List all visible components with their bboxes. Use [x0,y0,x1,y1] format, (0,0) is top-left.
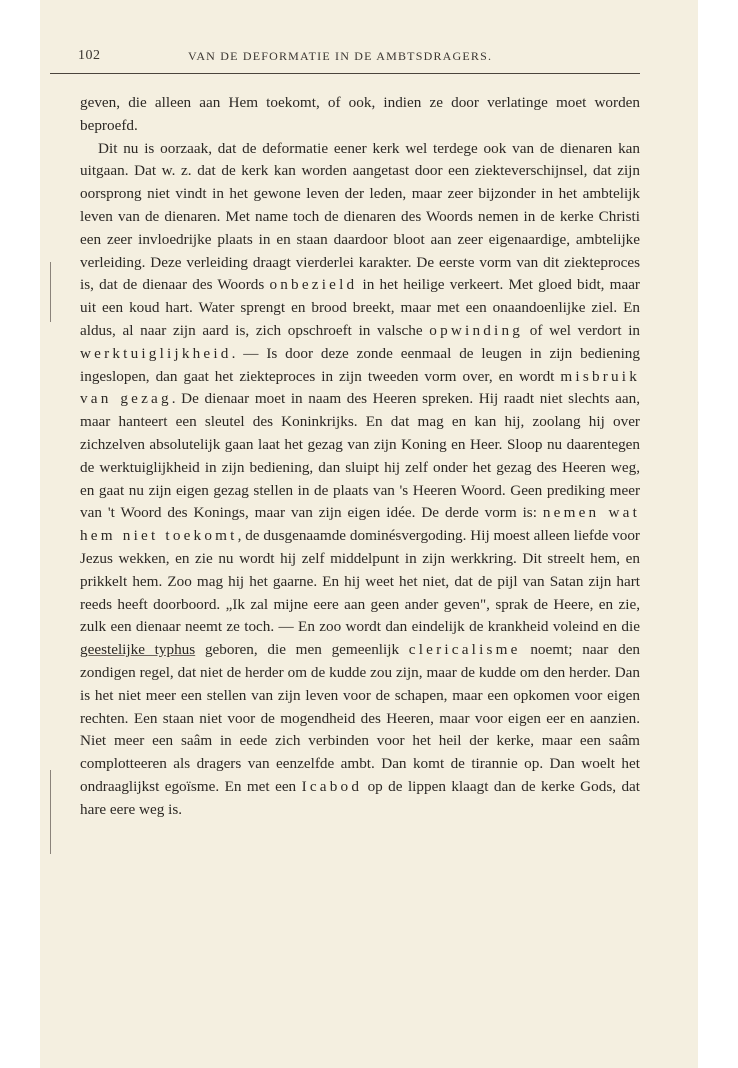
body-text [80,92,640,822]
emphasis-opwinding: opwinding [429,321,524,339]
text-run: noemt; naar den zondigen regel, dat niet de herder om de kudde zou zijn, maar de kudde om den herder. Dan is het niet meer een stellen van zijn leven voor de schapen, maar een opkomen voor eigen rechten. Een staan niet voor de mogendheid des Heeren, maar voor eigen eer en aanzien. Niet meer een saâm in eede zich verbinden voor het heil der kerke, maar een saâm complotteeren als dragers van eenzelfde ambt. Dan komt de tirannie op. Dan woelt het ondraaglijkst egoïsme. En met een [80,641,641,795]
text-run: geboren, die men gemeenlijk [204,641,400,659]
text-run: . De dienaar moet in naam des Heeren spreken. Hij raadt niet slechts aan, maar hanteert een sleutel des Koninkrijks. En dat mag en kan hij, zoolang hij over zichzelven absolutelijk gaan laat het gezag van zijn Koning en Heer. Sloop nu daarentegen de werktuiglijkheid in zijn bediening, dan sluipt hij zelf onder het gezag des Heeren weg, en gaat nu zijn eigen gezag stellen in de plaats van 's Heeren Woord. Geen prediking meer van 't Woord des Konings, maar van zijn eigen idée. De derde vorm is: [80,390,640,522]
emphasis-onbezield: onbezield [269,276,358,294]
emphasis-nemen: nemen wat hem niet toekomt [80,504,640,545]
running-title: VAN DE DEFORMATIE IN DE AMBTSDRAGERS. [188,49,493,63]
paragraph-2 [80,138,640,822]
header-rule [50,73,640,74]
underlined-typhus: geestelijke typhus [80,641,196,659]
text-run: of wel verdort in [529,321,641,339]
emphasis-misbruik: misbruik van gezag [80,367,641,408]
emphasis-clericalisme: clericalisme [408,641,521,659]
page-number: 102 [78,48,101,63]
margin-mark [50,262,51,322]
text-run: op de lippen klaagt dan de kerke Gods, dat hare eere weg is. [80,777,641,818]
book-page [40,0,698,1068]
text-run: , de dusgenaamde dominésvergoding. Hij moest alleen liefde voor Jezus wekken, en zie nu wordt hij zelf middelpunt in zijn werkkring. Dit streelt hem, en prikkelt hem. Zoo mag hij het gaarne. En hij weet het niet, dat de pijl van Satan zijn hart reeds heeft doorboord. „Ik zal mijne eere aan geen ander geven", sprak de Heere, en zie, zulk een dienaar neemt ze toch. — En zoo wordt dan eindelijk de krankheid voleind en die [80,527,640,636]
paragraph-1: geven, die alleen aan Hem toekomt, of ook, indien ze door verlatinge moet worden beproefd. [80,94,640,134]
text-run: Dit nu is oorzaak, dat de deformatie eener kerk wel terdege ook van de dienaren kan uitgaan. Dat w. z. dat de kerk kan worden aangetast door een ziekteverschijnsel, dat zijn oorsprong niet vindt in het gewone leven der leden, maar zeer bijzonder in het ambtelijk leven van de dienaren. Met name toch de dienaren des Woords nemen in de kerke Christi een zeer invloedrijke plaats in en staan daardoor bloot aan zeer eigenaardige, ambtelijke verleiding. Deze verleiding draagt vierderlei karakter. De eerste vorm van dit ziekteproces is, dat de dienaar des Woords [80,139,640,294]
text-run: in het heilige verkeert. Met gloed bidt, maar uit een koud hart. Water sprengt en brood breekt, maar met een onaandoenlijke ziel. En aldus, al naar zijn aard is, zich opschroeft in valsche [80,276,640,339]
emphasis-werktuiglijkheid: werktuiglijkheid [80,344,232,362]
margin-mark [50,770,51,854]
page-header [78,48,644,68]
text-run: . — Is door deze zonde eenmaal de leugen in zijn bediening ingeslopen, dan gaat het ziekteproces in zijn tweeden vorm over, en wordt [80,344,640,385]
emphasis-icabod: Icabod [301,777,363,795]
